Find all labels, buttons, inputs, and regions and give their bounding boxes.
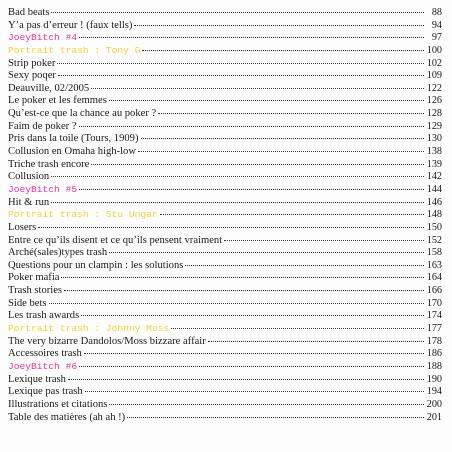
toc-entry-page-number: 130	[426, 133, 442, 145]
toc-entry-title: Pris dans la toile (Tours, 1909)	[8, 133, 139, 145]
toc-entry	[8, 272, 442, 285]
toc-entry-page-number: 194	[426, 386, 442, 398]
toc-entry	[8, 298, 442, 311]
dot-leader	[224, 240, 424, 241]
toc-entry-title: Deauville, 02/2005	[8, 82, 90, 94]
toc-entry-title: Collusion en Omaha high-low	[8, 146, 136, 158]
toc-entry-page-number: 129	[426, 120, 442, 132]
toc-entry-page-number: 94	[431, 19, 442, 31]
toc-entry-page-number: 190	[426, 373, 442, 385]
toc-entry	[8, 83, 442, 96]
toc-entry-page-number: 88	[431, 7, 442, 18]
dot-leader	[49, 303, 424, 304]
dot-leader	[79, 189, 424, 190]
toc-entry-page-number: 144	[426, 183, 442, 195]
toc-entry-title: Lexique pas trash	[8, 386, 83, 398]
dot-leader	[38, 227, 424, 228]
toc-entry	[8, 399, 442, 412]
dot-leader	[171, 328, 424, 329]
toc-entry-title: Strip poker	[8, 57, 56, 69]
dot-leader	[109, 100, 424, 101]
dot-leader	[79, 366, 424, 367]
toc-entry-page-number: 146	[426, 196, 442, 208]
toc-entry	[8, 184, 442, 197]
toc-entry-title: Portrait trash : Stu Ungar	[8, 209, 158, 221]
dot-leader	[58, 75, 424, 76]
toc-entry	[8, 159, 442, 172]
toc-entry-title: The very bizarre Dandolos/Moss bizzare affair	[8, 335, 206, 347]
toc-entry-title: Sexy poqer	[8, 70, 56, 82]
toc-entry-page-number: 100	[426, 44, 442, 56]
toc-entry-page-number: 150	[426, 221, 442, 233]
toc-entry	[8, 95, 442, 108]
toc-entry-title: Bad beats	[8, 7, 50, 18]
toc-entry-title: Faim de poker ?	[8, 120, 77, 132]
toc-entry-page-number: 138	[426, 146, 442, 158]
toc-entry	[8, 45, 442, 58]
toc-entry	[8, 7, 442, 20]
toc-entry-page-number: 164	[426, 272, 442, 284]
toc-entry	[8, 197, 442, 210]
toc-entry-page-number: 142	[426, 171, 442, 183]
toc-entry-page-number: 97	[431, 32, 442, 44]
toc-entry-title: Lexique trash	[8, 373, 66, 385]
toc-entry	[8, 348, 442, 361]
toc-entry-page-number: 186	[426, 348, 442, 360]
toc-entry	[8, 361, 442, 374]
toc-entry-title: JoeyBitch #5	[8, 183, 78, 195]
toc-entry	[8, 20, 442, 33]
toc-entry	[8, 235, 442, 248]
toc-entry-page-number: 128	[426, 108, 442, 120]
toc-entry	[8, 247, 442, 260]
dot-leader	[57, 63, 424, 64]
toc-entry-page-number: 201	[426, 411, 442, 423]
toc-entry-page-number: 178	[426, 335, 442, 347]
toc-entry-page-number: 122	[426, 82, 442, 94]
toc-entry-page-number: 139	[426, 158, 442, 170]
dot-leader	[84, 353, 424, 354]
toc-entry-page-number: 109	[426, 70, 442, 82]
toc-entry-page-number: 200	[426, 398, 442, 410]
toc-entry	[8, 32, 442, 45]
toc-entry	[8, 121, 442, 134]
toc-entry	[8, 146, 442, 159]
toc-entry	[8, 70, 442, 83]
toc-entry-title: Hit & run	[8, 196, 50, 208]
dot-leader	[51, 202, 424, 203]
dot-leader	[51, 12, 424, 13]
toc-entry-page-number: 148	[426, 209, 442, 221]
toc-entry-title: Arché(sales)types trash	[8, 247, 108, 259]
dot-leader	[138, 151, 424, 152]
toc-entry	[8, 310, 442, 323]
dot-leader	[51, 176, 424, 177]
toc-entry-page-number: 177	[426, 323, 442, 335]
toc-entry-title: JoeyBitch #6	[8, 360, 78, 372]
dot-leader	[109, 404, 424, 405]
toc-entry	[8, 209, 442, 222]
toc-entry-title: Trash stories	[8, 285, 63, 297]
dot-leader	[141, 138, 425, 139]
toc-entry-title: Les trash awards	[8, 310, 80, 322]
toc-entry	[8, 171, 442, 184]
toc-entry	[8, 260, 442, 273]
toc-entry	[8, 108, 442, 121]
toc-entry	[8, 386, 442, 399]
toc-entry-title: Illustrations et citations	[8, 398, 108, 410]
toc-entry-title: Qu’est-ce que la chance au poker ?	[8, 108, 157, 120]
toc-entry-title: JoeyBitch #4	[8, 32, 78, 44]
toc-entry	[8, 412, 442, 425]
toc-entry-title: Side bets	[8, 297, 47, 309]
dot-leader	[64, 290, 424, 291]
table-of-contents	[8, 7, 442, 424]
toc-entry-page-number: 163	[426, 259, 442, 271]
toc-entry-title: Table des matières (ah ah !)	[8, 411, 126, 423]
dot-leader	[91, 164, 424, 165]
toc-entry-page-number: 126	[426, 95, 442, 107]
dot-leader	[208, 341, 424, 342]
toc-entry	[8, 133, 442, 146]
toc-entry-title: Entre ce qu’ils disent et ce qu’ils pensent vraiment	[8, 234, 223, 246]
toc-entry-title: Collusion	[8, 171, 50, 183]
dot-leader	[134, 25, 424, 26]
toc-entry-page-number: 102	[426, 57, 442, 69]
toc-entry-page-number: 152	[426, 234, 442, 246]
toc-entry-title: Le poker et les femmes	[8, 95, 107, 107]
dot-leader	[109, 252, 424, 253]
toc-entry	[8, 336, 442, 349]
toc-entry-title: Portrait trash : Johnny Moss	[8, 323, 170, 335]
dot-leader	[91, 88, 424, 89]
toc-entry-title: Questions pour un clampin : les solutions	[8, 259, 184, 271]
dot-leader	[85, 391, 424, 392]
toc-entry-title: Triche trash encore	[8, 158, 90, 170]
toc-entry-page-number: 170	[426, 297, 442, 309]
toc-entry-title: Accessoires trash	[8, 348, 82, 360]
dot-leader	[160, 214, 424, 215]
toc-entry-page-number: 174	[426, 310, 442, 322]
dot-leader	[185, 265, 424, 266]
toc-entry-title: Poker mafia	[8, 272, 60, 284]
dot-leader	[142, 50, 424, 51]
toc-entry-page-number: 158	[426, 247, 442, 259]
toc-entry-page-number: 166	[426, 285, 442, 297]
toc-entry	[8, 323, 442, 336]
dot-leader	[61, 277, 424, 278]
toc-entry-page-number: 188	[426, 360, 442, 372]
dot-leader	[79, 126, 424, 127]
toc-entry	[8, 285, 442, 298]
toc-entry-title: Portrait trash : Tony G	[8, 44, 141, 56]
toc-entry-title: Y’a pas d’erreur ! (faux tells)	[8, 19, 133, 31]
toc-entry	[8, 374, 442, 387]
toc-entry	[8, 58, 442, 71]
toc-entry-title: Losers	[8, 221, 37, 233]
dot-leader	[127, 417, 424, 418]
dot-leader	[81, 315, 424, 316]
dot-leader	[68, 379, 424, 380]
dot-leader	[158, 113, 424, 114]
dot-leader	[79, 37, 424, 38]
toc-entry	[8, 222, 442, 235]
